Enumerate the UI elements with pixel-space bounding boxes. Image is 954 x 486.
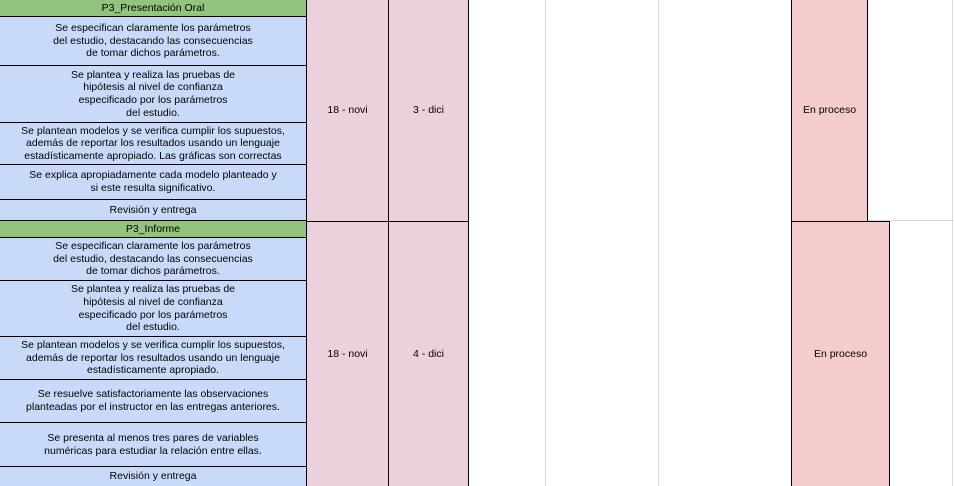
end-date-cell[interactable]: 4 - dici — [389, 222, 468, 486]
cell-border — [388, 0, 389, 486]
status-cell[interactable]: En proceso — [792, 222, 889, 486]
cell-border — [468, 0, 469, 486]
criterion-cell[interactable]: Se resuelve satisfactoriamente las observaciones planteadas por el instructor en las entregas anteriores. — [0, 380, 307, 423]
grid-column-line — [658, 0, 659, 486]
criterion-cell[interactable]: Se presenta al menos tres pares de variables numéricas para estudiar la relación entre ellas. — [0, 423, 307, 467]
end-date-cell[interactable]: 3 - dici — [389, 0, 468, 221]
criterion-cell[interactable]: Se plantea y realiza las pruebas de hipótesis al nivel de confianza especificado por los parámetros del estudio. — [0, 66, 307, 123]
criterion-cell[interactable]: Se plantea y realiza las pruebas de hipótesis al nivel de confianza especificado por los parámetros del estudio. — [0, 281, 307, 337]
cell-border — [889, 221, 890, 486]
start-date-cell[interactable]: 18 - novi — [307, 222, 388, 486]
section-header-informe[interactable]: P3_Informe — [0, 221, 307, 238]
criterion-cell[interactable]: Se explica apropiadamente cada modelo planteado y si este resulta significativo. — [0, 165, 307, 200]
cell-border — [791, 0, 792, 486]
status-cell[interactable]: En proceso — [792, 0, 867, 221]
criterion-cell[interactable]: Se especifican claramente los parámetros del estudio, destacando las consecuencias de tomar dichos parámetros. — [0, 238, 307, 281]
cell-border — [307, 221, 469, 222]
start-date-cell[interactable]: 18 - novi — [307, 0, 388, 221]
section-header-presentacion-oral[interactable]: P3_Presentación Oral — [0, 0, 307, 17]
cell-border — [867, 0, 868, 222]
cell-border — [791, 221, 890, 222]
criterion-cell[interactable]: Se especifican claramente los parámetros del estudio, destacando las consecuencias de tomar dichos parámetros. — [0, 17, 307, 66]
grid-column-line — [545, 0, 546, 486]
criterion-cell-review[interactable]: Revisión y entrega — [0, 467, 307, 486]
criterion-cell[interactable]: Se plantean modelos y se verifica cumplir los supuestos, además de reportar los resultados usando un lenguaje estadísticamente apropiado. Las gráficas son correctas — [0, 123, 307, 165]
criterion-cell[interactable]: Se plantean modelos y se verifica cumplir los supuestos, además de reportar los resultados usando un lenguaje estadísticamente apropiado. — [0, 337, 307, 380]
criterion-cell-review[interactable]: Revisión y entrega — [0, 200, 307, 221]
grid-column-line — [952, 0, 953, 486]
